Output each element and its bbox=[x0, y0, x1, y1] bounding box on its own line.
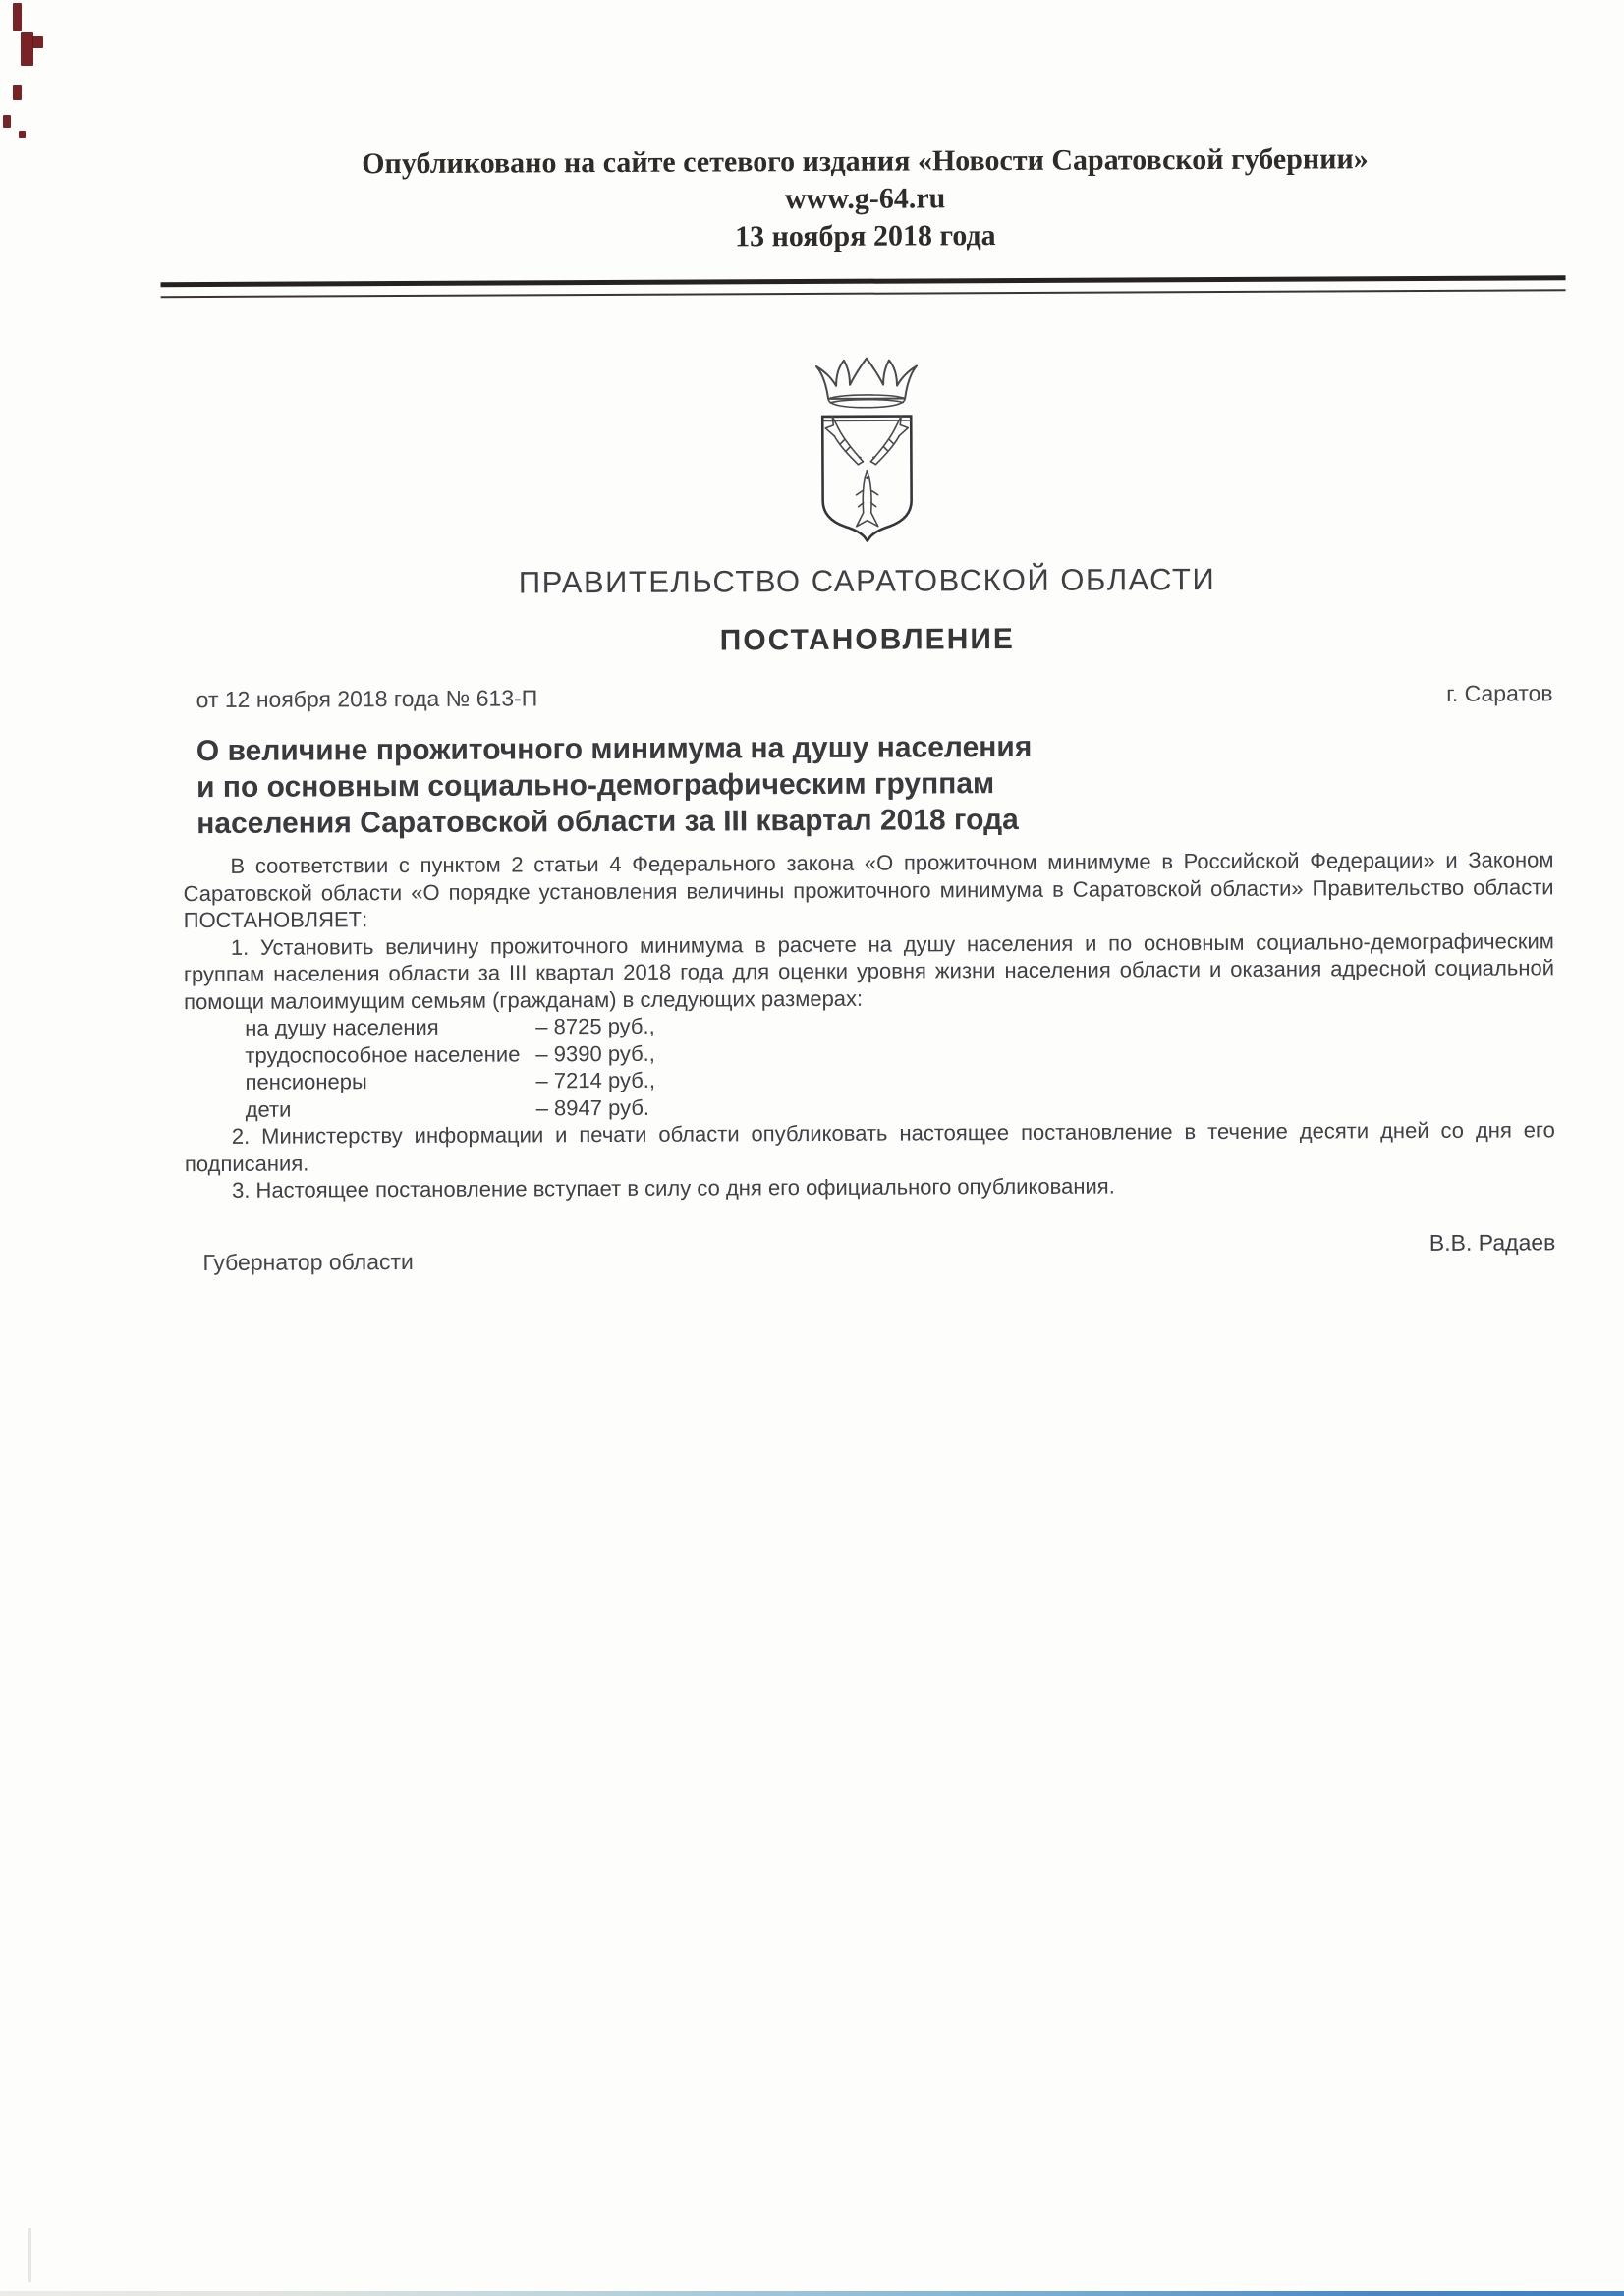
item-1-paragraph: 1. Установить величину прожиточного минимума в расчете на душу населения и по основным социально-демографическим группам населения области за III квартал 2018 года для оценки уровня жизни населения области и оказания адресной социальной помощи малоимущим семьям (гражданам) в следующих размерах: bbox=[183, 927, 1555, 1014]
document-body bbox=[183, 846, 1555, 1204]
item-2-paragraph: 2. Министерству информации и печати области опубликовать настоящее постановление в течение десяти дней со дня его подписания. bbox=[184, 1117, 1555, 1176]
group-label: дети bbox=[245, 1096, 292, 1122]
scan-edge-mark bbox=[13, 85, 22, 100]
document-city: г. Саратов bbox=[1446, 680, 1553, 706]
scan-edge-mark bbox=[32, 36, 43, 48]
document-title-line: населения Саратовской области за III квартал 2018 года bbox=[196, 803, 1019, 841]
signer-position: Губернатор области bbox=[202, 1248, 414, 1275]
document-date-number: от 12 ноября 2018 года № 613-П bbox=[196, 685, 538, 713]
document-title bbox=[196, 726, 1554, 842]
document-meta-row bbox=[183, 680, 1553, 713]
divider-thick-line bbox=[161, 275, 1566, 287]
document-title-line: и по основным социально-демографическим группам bbox=[196, 767, 995, 805]
intro-paragraph: В соответствии с пунктом 2 статьи 4 Федерального закона «О прожиточном минимуме в Российской Федерации» и Законом Саратовской области «О порядке установления величины прожиточного минимума в Саратовской области» Правительство области ПОСТАНОВЛЯЕТ: bbox=[183, 847, 1554, 933]
group-amount: – 8947 руб. bbox=[535, 1094, 650, 1120]
group-amount: – 7214 руб., bbox=[535, 1067, 656, 1093]
document-type-heading: ПОСТАНОВЛЕНИЕ bbox=[719, 622, 1015, 657]
signer-name: В.В. Радаев bbox=[1428, 1228, 1556, 1256]
scan-edge-mark bbox=[19, 131, 26, 138]
publication-note-date: 13 ноября 2018 года bbox=[734, 219, 996, 253]
header-divider bbox=[161, 275, 1566, 298]
divider-thin-line bbox=[161, 289, 1566, 298]
publication-note-url: www.g-64.ru bbox=[784, 182, 946, 216]
scan-edge-mark bbox=[13, 3, 22, 31]
group-amount: – 9390 руб., bbox=[535, 1040, 655, 1066]
signature-row bbox=[185, 1228, 1556, 1276]
scan-edge-line bbox=[28, 2228, 31, 2282]
document-title-line: О величине прожиточного минимума на душу населения bbox=[196, 730, 1033, 768]
authority-name: ПРАВИТЕЛЬСТВО САРАТОВСКОЙ ОБЛАСТИ bbox=[518, 561, 1216, 600]
scan-bottom-edge-artifact bbox=[0, 2291, 1624, 2296]
item-3-paragraph: 3. Настоящее постановление вступает в силу со дня его официального опубликования. bbox=[232, 1173, 1115, 1203]
group-label: пенсионеры bbox=[245, 1069, 367, 1094]
group-amount: – 8725 руб., bbox=[535, 1013, 655, 1039]
saratov-coat-of-arms-icon bbox=[792, 353, 940, 542]
publication-note-source: Опубликовано на сайте сетевого издания «Новости Саратовской губернии» bbox=[362, 142, 1369, 181]
group-label: на душу населения bbox=[245, 1014, 439, 1040]
subsistence-minimum-list bbox=[184, 1008, 1555, 1123]
group-label: трудоспособное население bbox=[245, 1040, 521, 1068]
scan-edge-mark bbox=[3, 115, 11, 128]
document-content bbox=[0, 140, 1624, 1277]
publication-note bbox=[180, 140, 1551, 258]
